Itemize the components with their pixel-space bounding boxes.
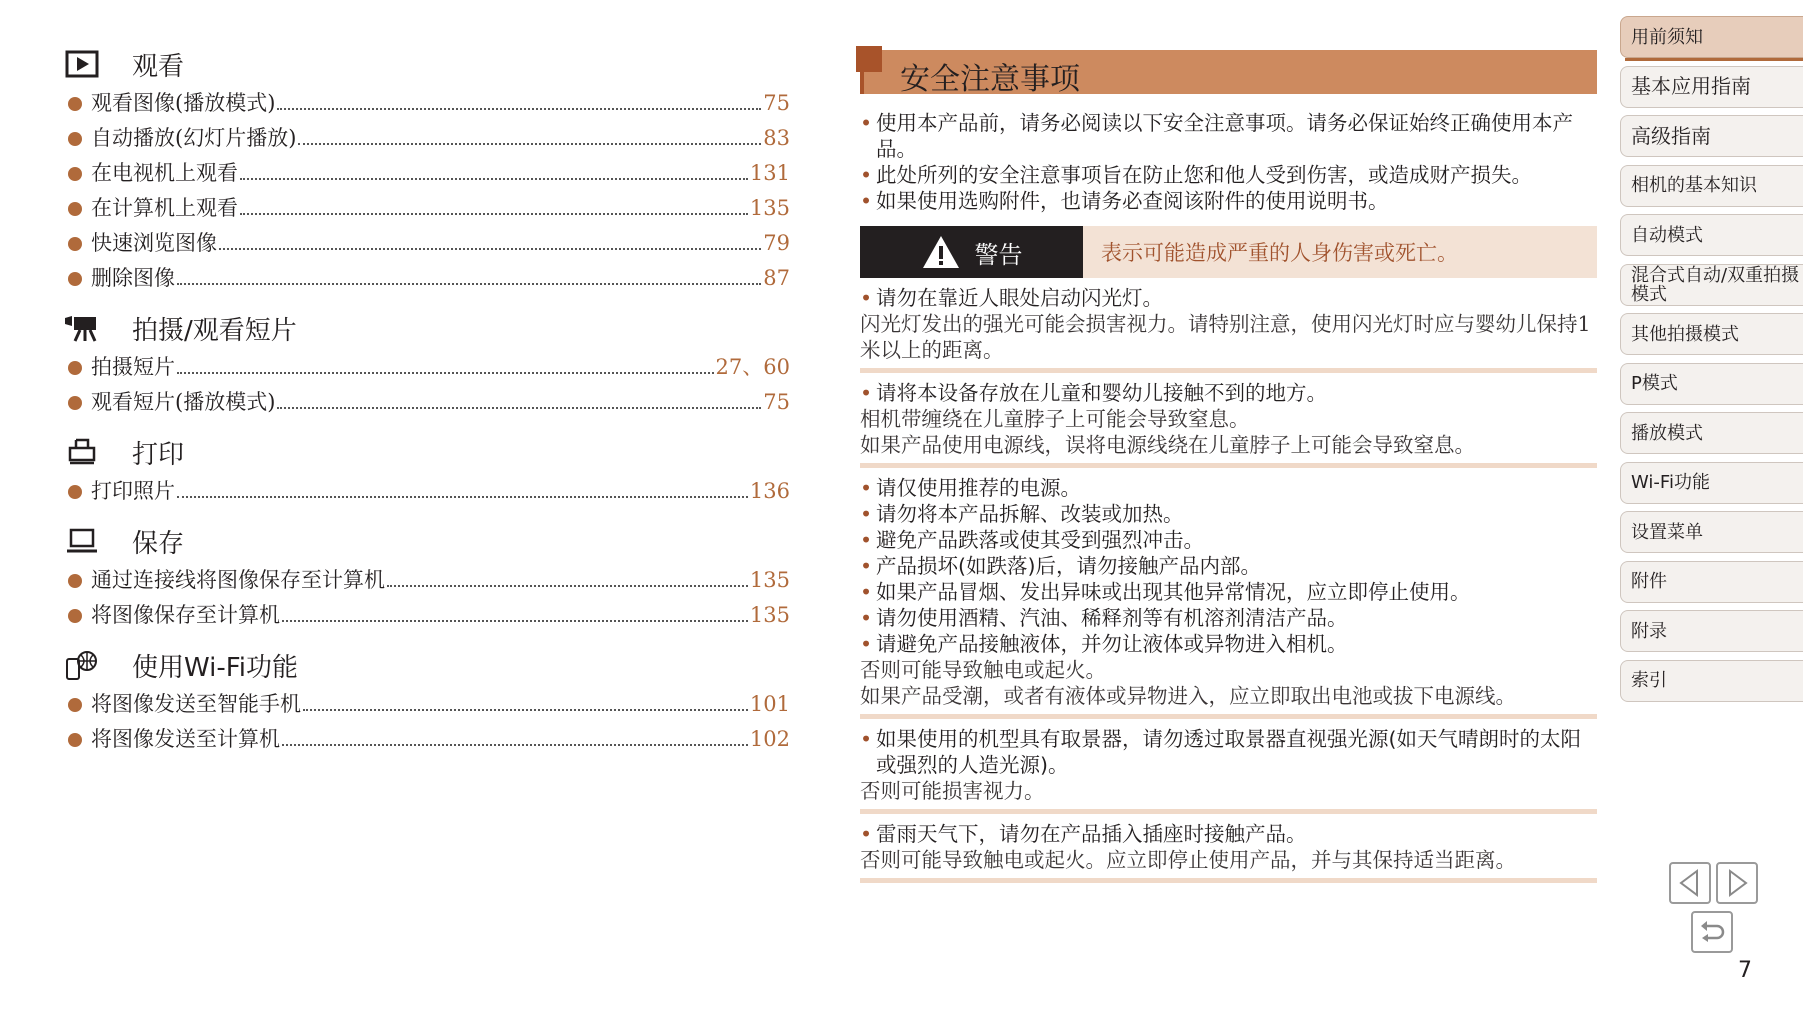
nav-tab[interactable] <box>1620 165 1803 207</box>
nav-tab-label: 自动模式 <box>1631 224 1703 246</box>
index-entry-label: 将图像发送至计算机 <box>91 727 280 751</box>
title-marker <box>856 46 882 72</box>
warning-description: 表示可能造成严重的人身伤害或死亡。 <box>1083 226 1597 278</box>
bullet-dot <box>68 396 82 410</box>
index-group <box>60 521 790 633</box>
bullet-dot: • <box>860 189 873 213</box>
nav-tab[interactable] <box>1620 511 1803 553</box>
precaution-heading-text: 请勿使用酒精、汽油、稀释剂等有机溶剂清洁产品。 <box>876 606 1348 630</box>
nav-tab[interactable] <box>1620 412 1803 454</box>
dot-leader <box>298 143 761 145</box>
bullet-dot <box>68 202 82 216</box>
index-entry[interactable] <box>60 261 790 296</box>
index-entry[interactable] <box>60 86 790 121</box>
index-entry-label: 观看短片(播放模式) <box>91 390 276 414</box>
prev-page-icon <box>1677 868 1703 898</box>
bullet-dot <box>68 237 82 251</box>
intro-text: 使用本产品前，请务必阅读以下安全注意事项。请务必保证始终正确使用本产品。 <box>876 111 1573 161</box>
nav-tab-label: 混合式自动/双重拍摄模式 <box>1631 264 1800 305</box>
laptop-icon <box>60 525 104 557</box>
page-link[interactable]: 75 <box>763 390 790 414</box>
precaution-heading-text: 请勿将本产品拆解、改装或加热。 <box>876 502 1184 526</box>
index-group <box>60 44 790 296</box>
next-page-button[interactable] <box>1716 862 1758 904</box>
safety-section <box>860 50 1597 883</box>
nav-tab[interactable] <box>1620 610 1803 652</box>
precaution-heading-text: 如果使用的机型具有取景器，请勿透过取景器直视强光源(如天气晴朗时的太阳或强烈的人造光源)。 <box>876 727 1581 777</box>
index-entry-label: 将图像发送至智能手机 <box>91 692 301 716</box>
quick-index <box>60 44 790 769</box>
next-page-icon <box>1724 868 1750 898</box>
intro-text: 如果使用选购附件，也请务必查阅该附件的使用说明书。 <box>876 189 1389 213</box>
index-entry[interactable] <box>60 226 790 261</box>
dot-leader <box>387 585 748 587</box>
bullet-dot <box>68 485 82 499</box>
nav-tab-label: Wi-Fi功能 <box>1631 472 1710 493</box>
bullet-dot: • <box>860 111 873 135</box>
precaution-detail: 否则可能损害视力。 <box>860 779 1045 803</box>
precaution-block <box>860 278 1597 373</box>
precaution-heading <box>860 475 1597 501</box>
bullet-dot: • <box>860 606 873 630</box>
precaution-block <box>860 719 1597 814</box>
precaution-detail: 否则可能导致触电或起火。应立即停止使用产品，并与其保持适当距离。 <box>860 848 1516 872</box>
precaution-heading-text: 请仅使用推荐的电源。 <box>876 476 1081 500</box>
page-link[interactable]: 131 <box>749 161 790 185</box>
precaution-heading <box>860 553 1597 579</box>
page-link[interactable]: 102 <box>749 727 790 751</box>
bullet-dot: • <box>860 822 873 846</box>
index-entry-label: 通过连接线将图像保存至计算机 <box>91 568 385 592</box>
index-entry-label: 删除图像 <box>91 266 175 290</box>
precaution-heading <box>860 579 1597 605</box>
bullet-dot <box>68 698 82 712</box>
index-section-title: 保存 <box>132 528 185 559</box>
precaution-detail: 如果产品受潮，或者有液体或异物进入，应立即取出电池或拔下电源线。 <box>860 684 1516 708</box>
bullet-dot: • <box>860 554 873 578</box>
index-entry[interactable] <box>60 722 790 757</box>
index-entry-label: 拍摄短片 <box>91 355 175 379</box>
nav-tab[interactable] <box>1620 16 1803 58</box>
nav-tab-label: 索引 <box>1631 670 1667 691</box>
index-entry-label: 在电视机上观看 <box>91 161 238 185</box>
bullet-dot: • <box>860 632 873 656</box>
bullet-dot <box>68 733 82 747</box>
precaution-heading <box>860 527 1597 553</box>
printer-icon <box>60 436 104 468</box>
bullet-dot: • <box>860 476 873 500</box>
intro-item <box>860 188 1597 214</box>
page-link[interactable]: 136 <box>749 479 790 503</box>
index-entry-label: 打印照片 <box>91 479 175 503</box>
index-entry[interactable] <box>60 156 790 191</box>
precaution-detail: 如果产品使用电源线，误将电源线绕在儿童脖子上可能会导致窒息。 <box>860 433 1475 457</box>
index-section-header <box>60 432 790 472</box>
nav-tab[interactable] <box>1620 66 1803 108</box>
page-number: 7 <box>1738 958 1752 983</box>
intro-text: 此处所列的安全注意事项旨在防止您和他人受到伤害，或造成财产损失。 <box>876 163 1532 187</box>
index-entry[interactable] <box>60 121 790 156</box>
section-title-bar <box>860 50 1597 97</box>
wifi-phone-icon <box>60 649 104 681</box>
index-entry[interactable] <box>60 350 790 385</box>
precaution-heading-text: 避免产品跌落或使其受到强烈冲击。 <box>876 528 1204 552</box>
bullet-dot: • <box>860 381 873 405</box>
page-title: 安全注意事项 <box>900 62 1080 97</box>
nav-tab-label: 附件 <box>1631 571 1667 592</box>
precaution-detail: 相机带缠绕在儿童脖子上可能会导致窒息。 <box>860 407 1250 431</box>
page-link[interactable]: 87 <box>763 266 790 290</box>
precaution-heading <box>860 501 1597 527</box>
dot-leader <box>177 372 714 374</box>
page-link[interactable]: 135 <box>749 196 790 220</box>
dot-leader <box>219 248 761 250</box>
index-entry[interactable] <box>60 385 790 420</box>
nav-tab[interactable] <box>1620 363 1803 405</box>
precaution-heading-text: 如果产品冒烟、发出异味或出现其他异常情况，应立即停止使用。 <box>876 580 1471 604</box>
precaution-heading <box>860 285 1597 311</box>
index-section-title: 观看 <box>132 51 185 82</box>
index-section-header <box>60 44 790 84</box>
return-icon <box>1697 917 1727 947</box>
index-entry-label: 在计算机上观看 <box>91 196 238 220</box>
dot-leader <box>240 213 748 215</box>
bullet-dot <box>68 272 82 286</box>
prev-page-button[interactable] <box>1669 862 1711 904</box>
dot-leader <box>282 620 748 622</box>
index-entry[interactable] <box>60 563 790 598</box>
index-group <box>60 308 790 420</box>
nav-tab-label: P模式 <box>1631 373 1678 394</box>
dot-leader <box>277 407 761 409</box>
index-section-header <box>60 308 790 348</box>
precaution-block <box>860 468 1597 719</box>
dot-leader <box>177 283 761 285</box>
dot-leader <box>303 709 748 711</box>
page-link[interactable]: 101 <box>749 692 790 716</box>
index-entry[interactable] <box>60 687 790 722</box>
precaution-block <box>860 373 1597 468</box>
precaution-heading <box>860 821 1597 847</box>
nav-tab-label: 附录 <box>1631 620 1667 642</box>
index-group <box>60 432 790 509</box>
nav-tab-label: 设置菜单 <box>1631 521 1703 543</box>
bullet-dot: • <box>860 727 873 751</box>
nav-tab-label: 基本应用指南 <box>1631 74 1751 98</box>
nav-tab[interactable] <box>1620 214 1803 256</box>
play-icon <box>60 48 104 80</box>
index-entry[interactable] <box>60 191 790 226</box>
index-entry-label: 将图像保存至计算机 <box>91 603 280 627</box>
dot-leader <box>282 744 748 746</box>
warning-key <box>860 226 1083 278</box>
bullet-dot <box>68 167 82 181</box>
intro-item <box>860 162 1597 188</box>
precaution-heading <box>860 380 1597 406</box>
index-group <box>60 645 790 757</box>
precaution-heading-text: 请勿在靠近人眼处启动闪光灯。 <box>876 286 1163 310</box>
index-section-title: 拍摄/观看短片 <box>132 315 297 346</box>
nav-tab[interactable] <box>1620 462 1803 504</box>
index-entry[interactable] <box>60 474 790 509</box>
title-marker-tail <box>860 72 864 94</box>
page-link[interactable]: 27、60 <box>715 355 790 379</box>
page-link[interactable]: 75 <box>763 91 790 115</box>
index-section-header <box>60 645 790 685</box>
page-link[interactable]: 79 <box>763 231 790 255</box>
bullet-dot <box>68 361 82 375</box>
nav-tab[interactable] <box>1620 561 1803 603</box>
nav-tab-label: 相机的基本知识 <box>1631 175 1757 196</box>
precaution-heading-text: 请避免产品接触液体，并勿让液体或异物进入相机。 <box>876 632 1348 656</box>
precaution-heading-text: 雷雨天气下，请勿在产品插入插座时接触产品。 <box>876 822 1307 846</box>
chapter-nav <box>1620 16 1803 709</box>
dot-leader <box>277 108 761 110</box>
page-link[interactable]: 83 <box>763 126 790 150</box>
index-section-title: 使用Wi-Fi功能 <box>132 652 299 683</box>
warning-legend <box>860 226 1597 278</box>
bullet-dot <box>68 132 82 146</box>
precaution-heading <box>860 631 1597 657</box>
bullet-dot: • <box>860 580 873 604</box>
intro-list <box>860 110 1597 214</box>
precaution-detail: 闪光灯发出的强光可能会损害视力。请特别注意，使用闪光灯时应与婴幼儿保持1米以上的距离。 <box>860 312 1591 362</box>
bullet-dot: • <box>860 528 873 552</box>
nav-tab-label: 用前须知 <box>1631 26 1703 48</box>
precaution-heading-text: 请将本设备存放在儿童和婴幼儿接触不到的地方。 <box>876 381 1327 405</box>
nav-tab[interactable] <box>1620 313 1803 355</box>
precaution-block <box>860 814 1597 883</box>
page-link[interactable]: 135 <box>749 603 790 627</box>
precaution-blocks <box>860 278 1597 883</box>
page-link[interactable]: 135 <box>749 568 790 592</box>
index-entry-label: 观看图像(播放模式) <box>91 91 276 115</box>
precaution-heading-text: 产品损坏(如跌落)后，请勿接触产品内部。 <box>876 554 1261 578</box>
bullet-dot <box>68 97 82 111</box>
nav-tab-label: 其他拍摄模式 <box>1631 323 1739 345</box>
bullet-dot <box>68 609 82 623</box>
nav-tab[interactable] <box>1620 264 1803 306</box>
bullet-dot <box>68 574 82 588</box>
index-entry-label: 快速浏览图像 <box>91 231 217 255</box>
index-section-header <box>60 521 790 561</box>
index-entry-label: 自动播放(幻灯片播放) <box>91 126 297 150</box>
nav-tab-label: 播放模式 <box>1631 422 1703 444</box>
dot-leader <box>240 178 748 180</box>
nav-tab[interactable] <box>1620 660 1803 702</box>
intro-item <box>860 110 1597 162</box>
bullet-dot: • <box>860 286 873 310</box>
warning-key-label: 警告 <box>974 240 1023 269</box>
nav-tab[interactable] <box>1620 115 1803 157</box>
precaution-heading <box>860 605 1597 631</box>
bullet-dot: • <box>860 163 873 187</box>
precaution-heading <box>860 726 1597 778</box>
precaution-detail: 否则可能导致触电或起火。 <box>860 658 1106 682</box>
index-entry[interactable] <box>60 598 790 633</box>
bullet-dot: • <box>860 502 873 526</box>
dot-leader <box>177 496 748 498</box>
warning-triangle-icon <box>921 234 961 270</box>
return-button[interactable] <box>1691 911 1733 953</box>
index-section-title: 打印 <box>132 439 185 470</box>
nav-tab-label: 高级指南 <box>1631 123 1711 148</box>
movie-camera-icon <box>60 312 104 344</box>
